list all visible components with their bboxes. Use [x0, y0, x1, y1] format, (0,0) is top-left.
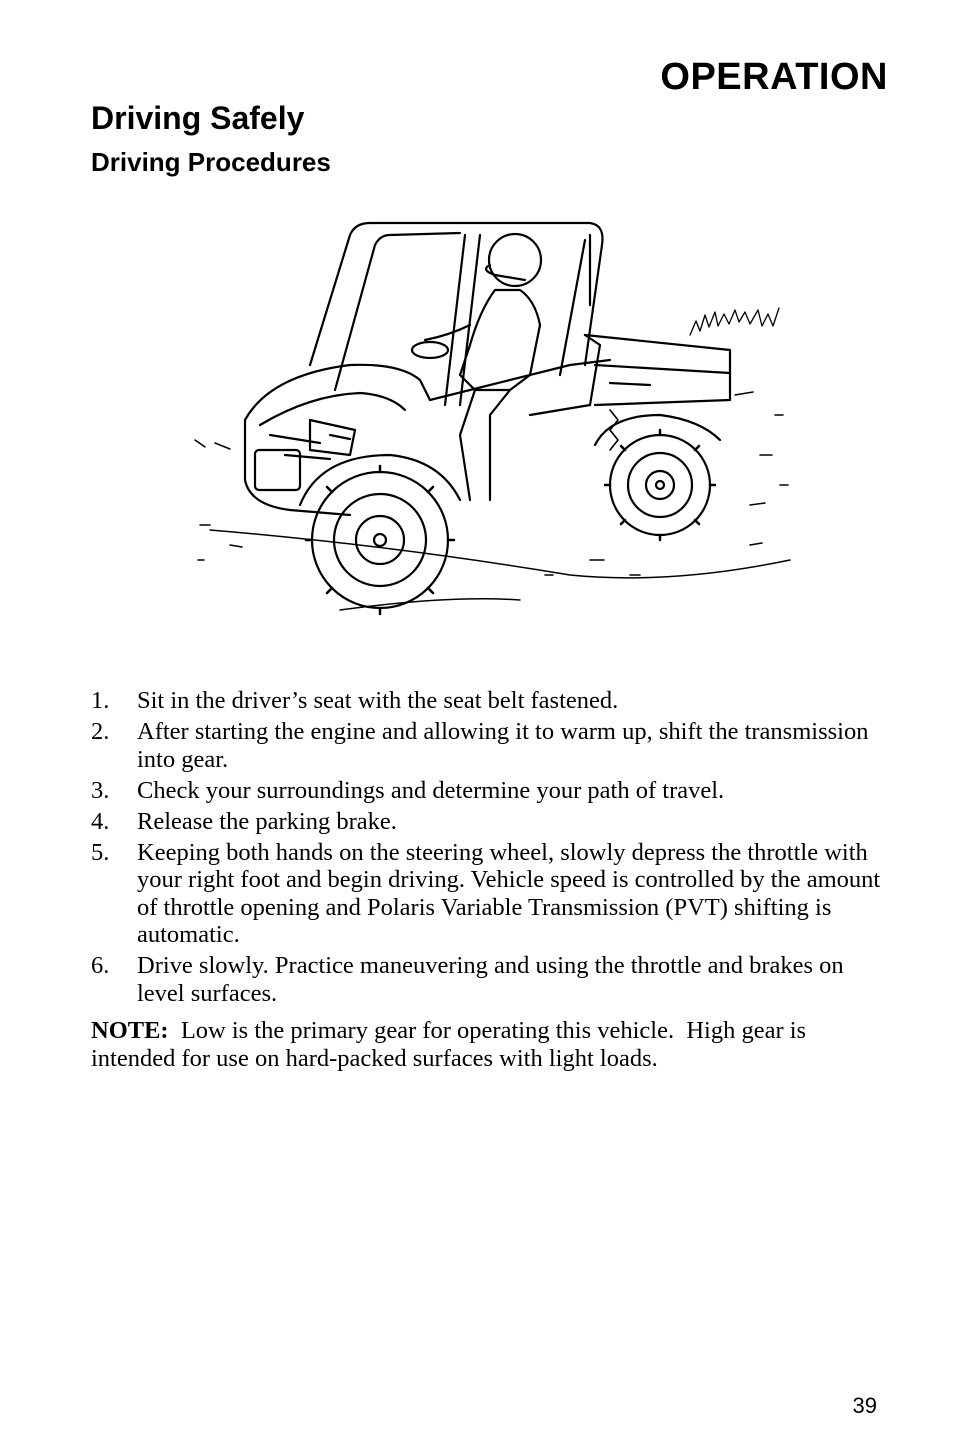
- page-title: Driving Safely: [91, 100, 305, 136]
- note-label: NOTE:: [91, 1017, 169, 1044]
- list-item: [91, 777, 891, 805]
- list-item: [91, 952, 891, 1007]
- list-item: [91, 808, 891, 836]
- step-number: 1.: [91, 687, 110, 714]
- section-header: OPERATION: [660, 56, 888, 98]
- utility-vehicle-driver-illustration: [190, 215, 795, 625]
- note-paragraph: [91, 1017, 891, 1072]
- procedure-steps: [91, 687, 891, 1011]
- note-text: Low is the primary gear for operating this vehicle. High gear is intended for use on hard-packed surfaces with light loads.: [91, 1017, 813, 1072]
- step-text: Check your surroundings and determine your path of travel.: [137, 776, 725, 804]
- step-text: Keeping both hands on the steering wheel, slowly depress the throttle with your right foot and begin driving. Vehicle speed is controlled by the amount of throttle opening and Polaris Variable Transmission (PVT) shifting is automatic.: [137, 838, 881, 948]
- list-item: [91, 839, 891, 949]
- step-number: 2.: [91, 718, 110, 745]
- page-subtitle: Driving Procedures: [91, 147, 331, 177]
- step-number: 6.: [91, 952, 110, 979]
- step-number: 3.: [91, 776, 110, 804]
- page-number: 39: [852, 1393, 877, 1418]
- step-text: Drive slowly. Practice maneuvering and using the throttle and brakes on level surfaces.: [137, 952, 844, 1007]
- list-item: [91, 687, 891, 715]
- step-number: 4.: [91, 807, 110, 835]
- list-item: [91, 718, 891, 773]
- step-text: Release the parking brake.: [137, 807, 397, 835]
- step-text: Sit in the driver’s seat with the seat belt fastened.: [137, 687, 619, 714]
- step-text: After starting the engine and allowing it to warm up, shift the transmission into gear.: [137, 718, 869, 773]
- step-number: 5.: [91, 838, 110, 866]
